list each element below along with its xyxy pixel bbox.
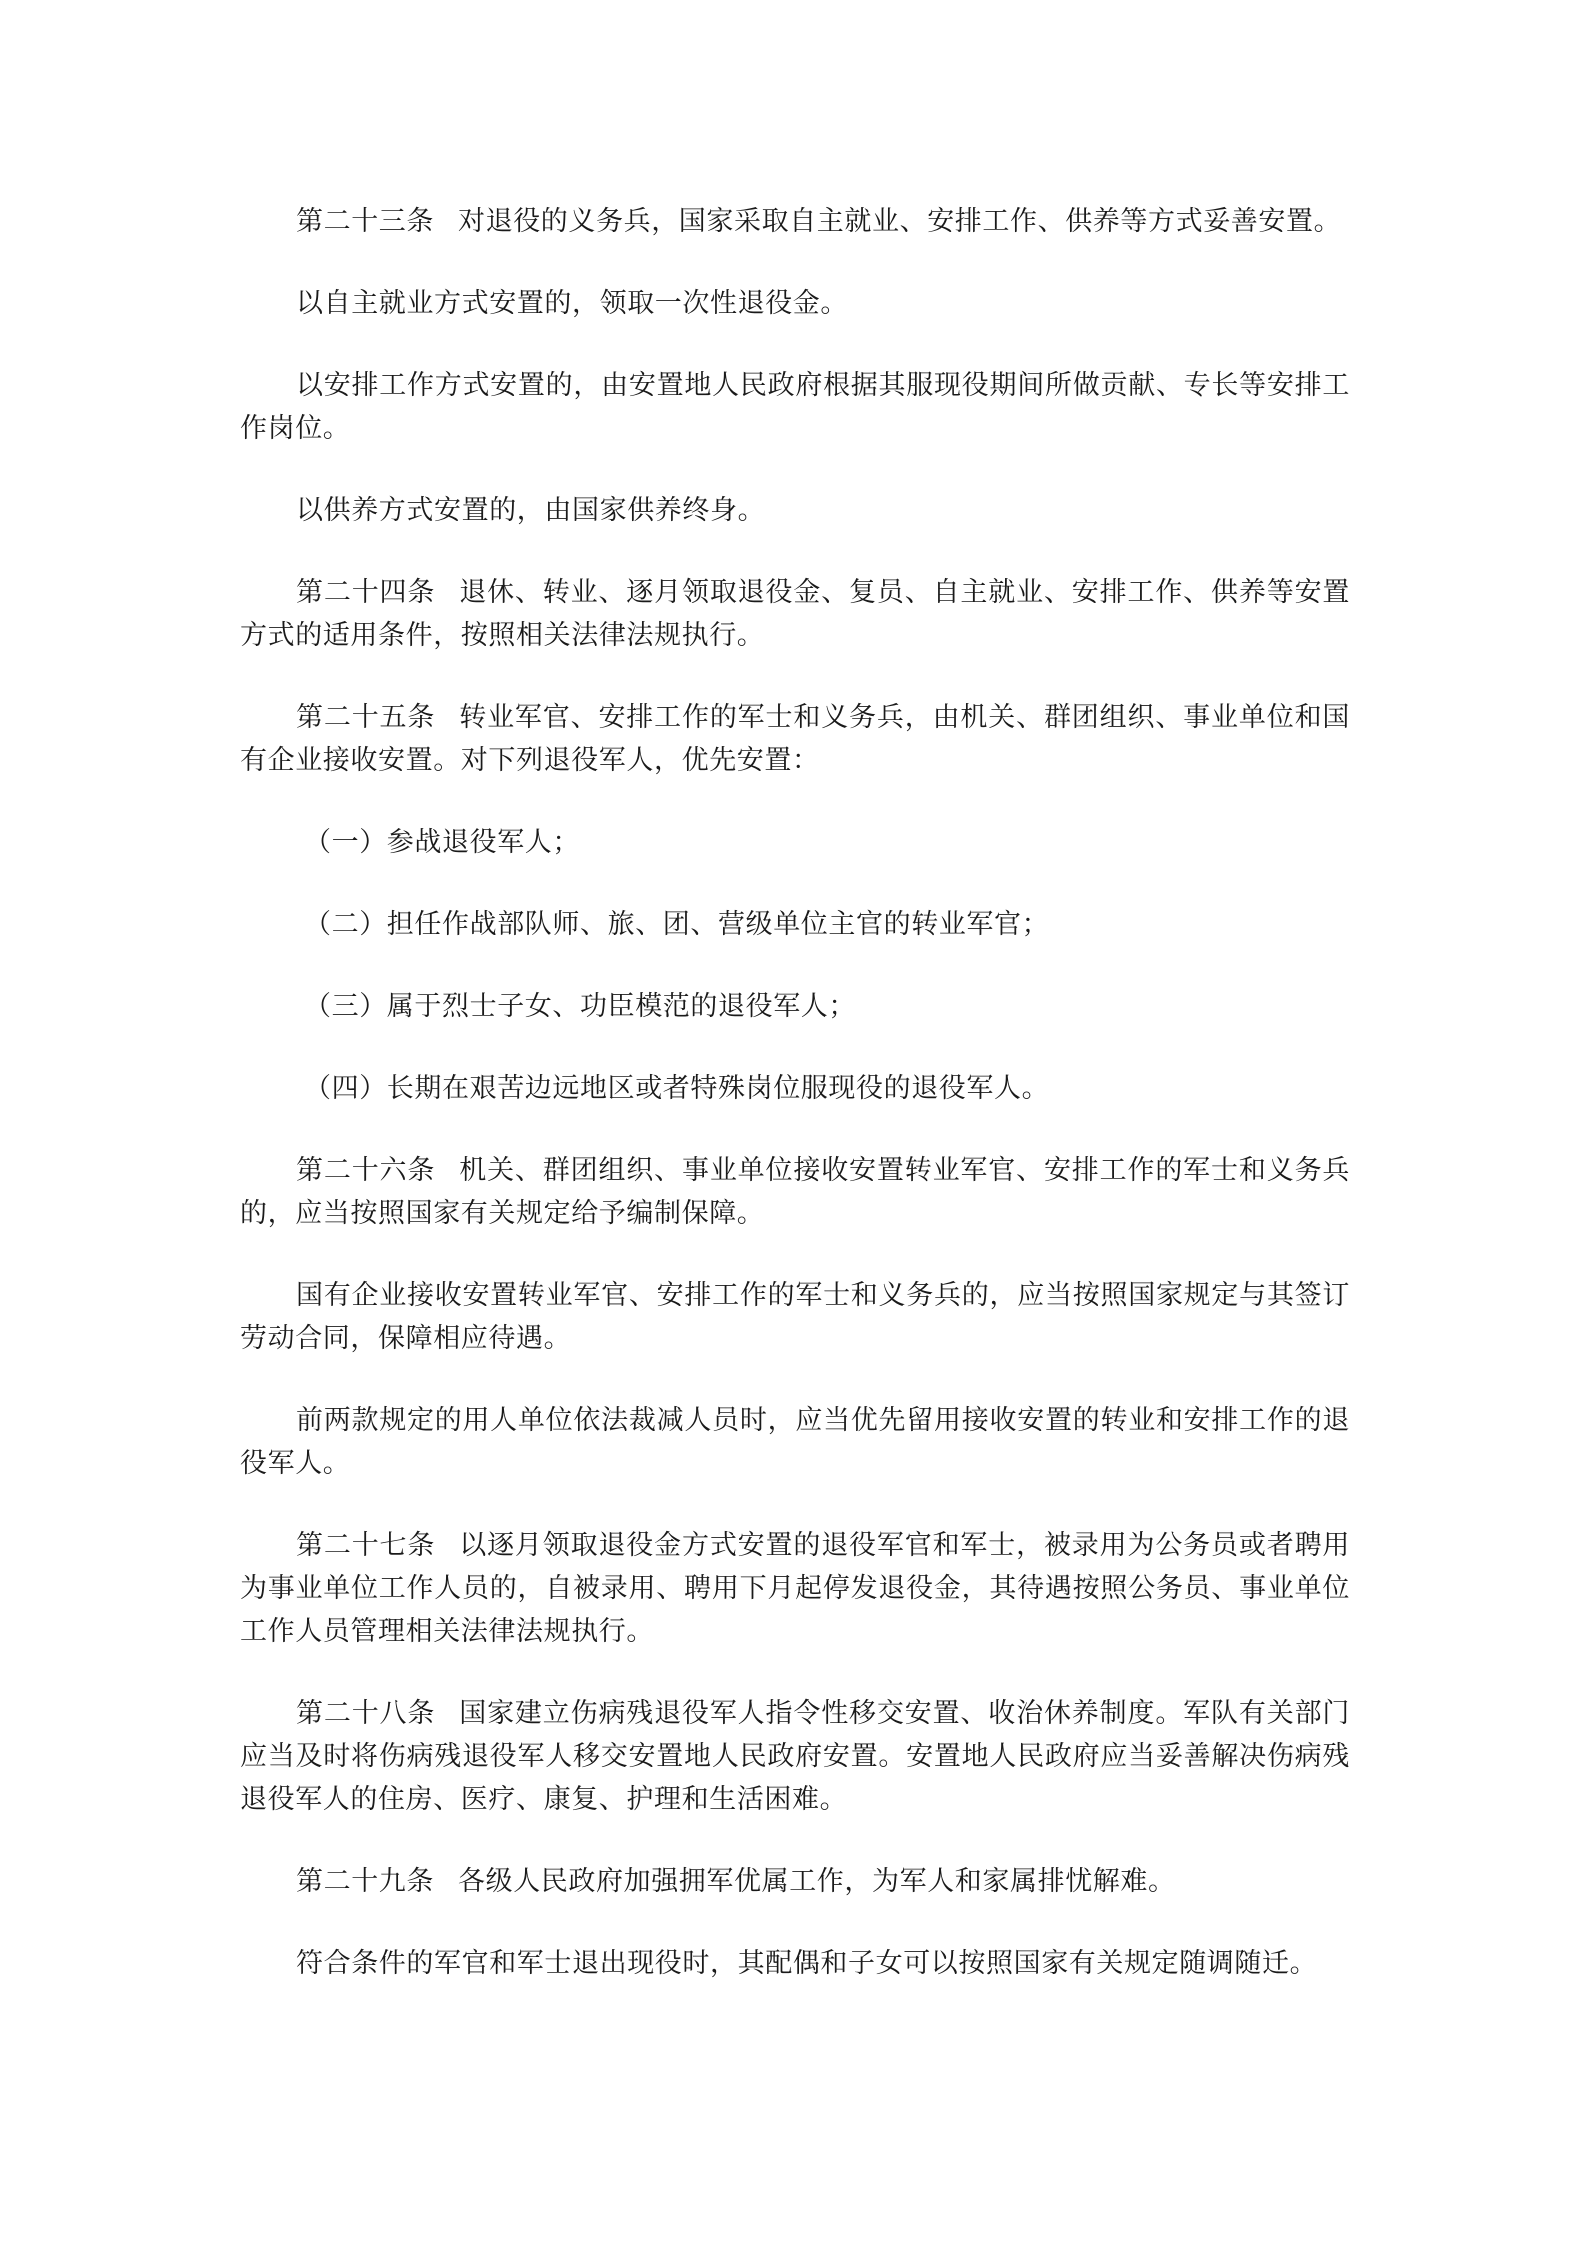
- article-24: [240, 571, 1350, 657]
- article-25-item-2: （二）担任作战部队师、旅、团、营级单位主官的转业军官；: [304, 909, 1050, 940]
- article-number: 第二十六条: [296, 1155, 436, 1186]
- article-number: 第二十九条: [296, 1866, 434, 1897]
- article-text: 转业军官、安排工作的军士和义务兵，由机关、群团组织、事业单位和国有企业接收安置。对下列退役军人，优先安置：: [240, 702, 1351, 776]
- article-25: [240, 696, 1350, 782]
- article-number: 第二十四条: [296, 577, 436, 608]
- article-23-paragraph-3: 以安排工作方式安置的，由安置地人民政府根据其服现役期间所做贡献、专长等安排工作岗位。: [240, 370, 1350, 444]
- document-body: [240, 200, 1350, 2024]
- article-25-item-4: （四）长期在艰苦边远地区或者特殊岗位服现役的退役军人。: [304, 1073, 1050, 1104]
- article-text: 机关、群团组织、事业单位接收安置转业军官、安排工作的军士和义务兵的，应当按照国家有关规定给予编制保障。: [240, 1155, 1351, 1229]
- article-23: [240, 200, 1350, 243]
- article-number: 第二十五条: [296, 702, 436, 733]
- article-28: [240, 1692, 1350, 1821]
- article-text: 国家建立伤病残退役军人指令性移交安置、收治休养制度。军队有关部门应当及时将伤病残退役军人移交安置地人民政府安置。安置地人民政府应当妥善解决伤病残退役军人的住房、医疗、康复、护理和生活困难。: [240, 1698, 1351, 1815]
- article-text: 退休、转业、逐月领取退役金、复员、自主就业、安排工作、供养等安置方式的适用条件，按照相关法律法规执行。: [240, 577, 1351, 651]
- article-23-paragraph-2: 以自主就业方式安置的，领取一次性退役金。: [296, 288, 848, 319]
- article-number: 第二十七条: [296, 1530, 436, 1561]
- article-26-paragraph-3: 前两款规定的用人单位依法裁减人员时，应当优先留用接收安置的转业和安排工作的退役军人。: [240, 1405, 1350, 1479]
- article-27: [240, 1524, 1350, 1653]
- article-29: [240, 1860, 1350, 1903]
- article-number: 第二十八条: [296, 1698, 436, 1729]
- article-text: 以逐月领取退役金方式安置的退役军官和军士，被录用为公务员或者聘用为事业单位工作人员的，自被录用、聘用下月起停发退役金，其待遇按照公务员、事业单位工作人员管理相关法律法规执行。: [240, 1530, 1351, 1647]
- article-26-paragraph-2: 国有企业接收安置转业军官、安排工作的军士和义务兵的，应当按照国家规定与其签订劳动合同，保障相应待遇。: [240, 1280, 1350, 1354]
- article-26: [240, 1149, 1350, 1235]
- article-25-item-3: （三）属于烈士子女、功臣模范的退役军人；: [304, 991, 856, 1022]
- article-text: 各级人民政府加强拥军优属工作，为军人和家属排忧解难。: [458, 1866, 1176, 1897]
- article-29-paragraph-2: 符合条件的军官和军士退出现役时，其配偶和子女可以按照国家有关规定随调随迁。: [296, 1948, 1318, 1979]
- article-25-item-1: （一）参战退役军人；: [304, 827, 580, 858]
- article-23-paragraph-4: 以供养方式安置的，由国家供养终身。: [296, 495, 766, 526]
- article-text: 对退役的义务兵，国家采取自主就业、安排工作、供养等方式妥善安置。: [458, 206, 1342, 237]
- article-number: 第二十三条: [296, 206, 434, 237]
